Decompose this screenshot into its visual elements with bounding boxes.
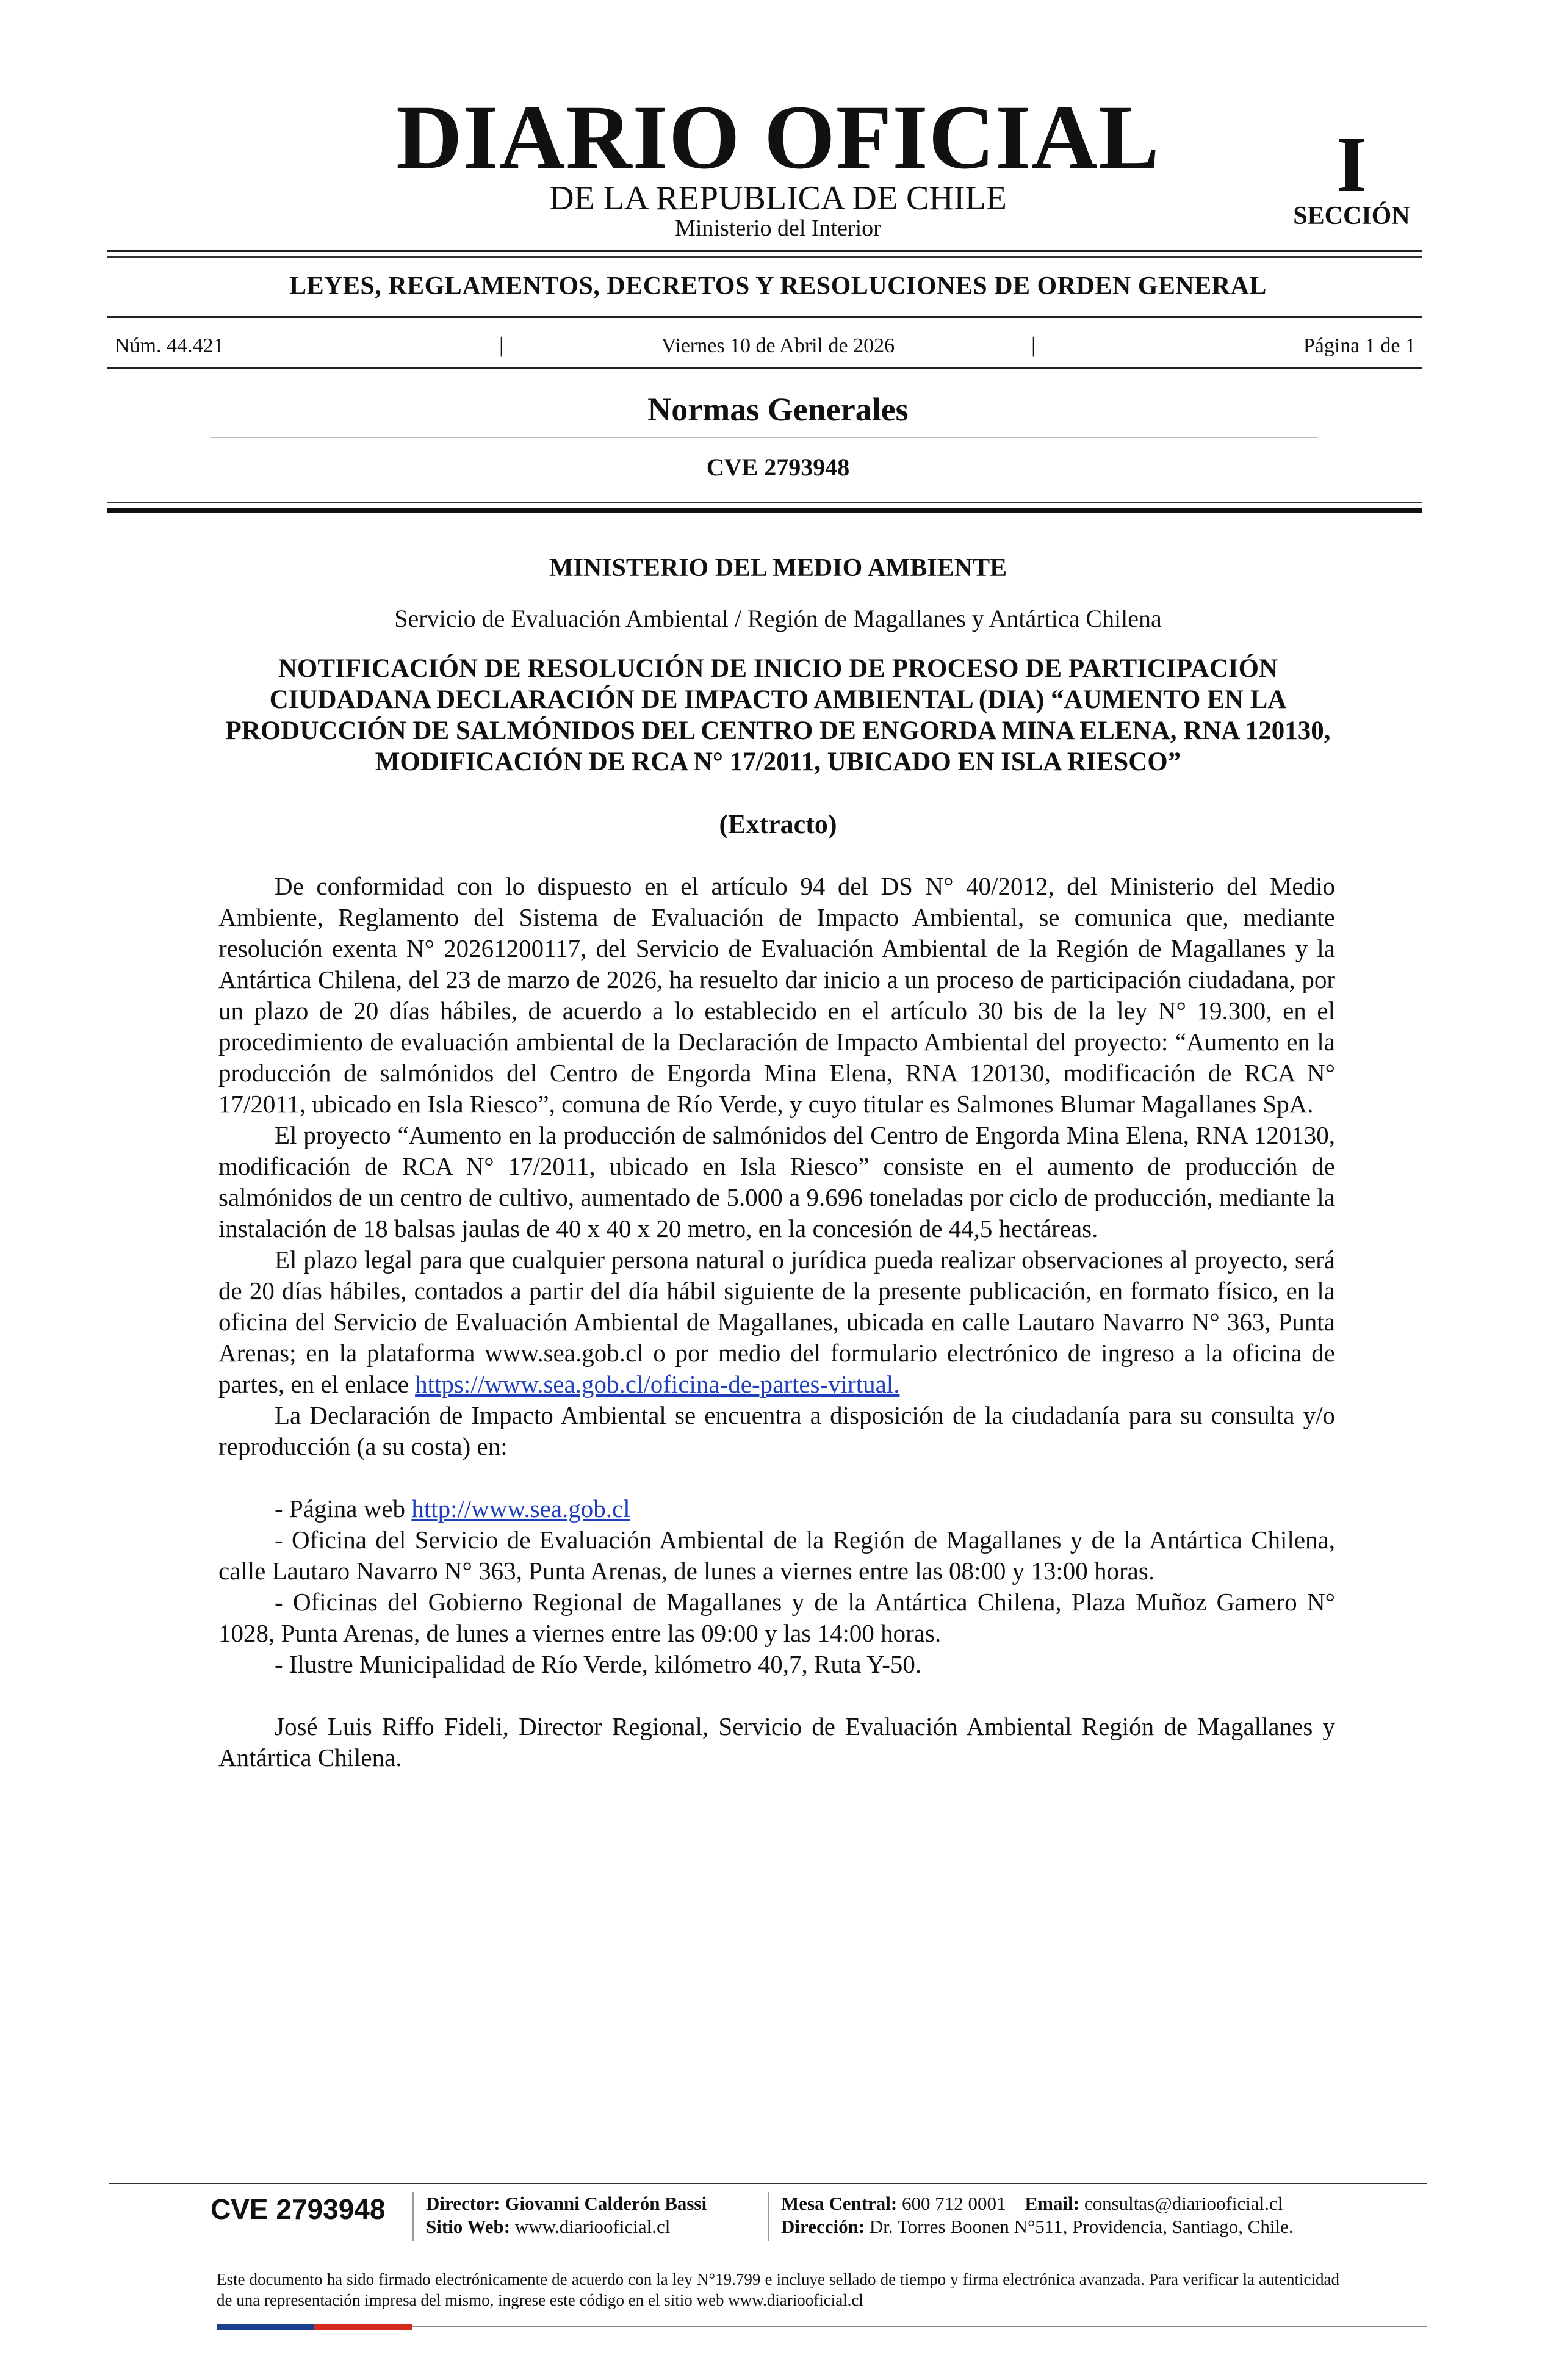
footer-address: Dr. Torres Boonen N°511, Providencia, Santiago, Chile. [869, 2216, 1294, 2237]
footer-director-block [426, 2192, 707, 2238]
cve-rule [107, 502, 1422, 503]
director-label: Director: [426, 2193, 500, 2214]
footer-cve: CVE 2793948 [211, 2193, 386, 2225]
director-name: Giovanni Calderón Bassi [505, 2193, 707, 2214]
paragraph [218, 1244, 1335, 1400]
page-count: Página 1 de 1 [1303, 334, 1416, 357]
list-label: - Página web [275, 1495, 406, 1523]
chile-flag-stripe [217, 2324, 412, 2330]
section-number: I [1336, 121, 1367, 209]
issue-number: Núm. 44.421 [115, 334, 224, 357]
paragraph: La Declaración de Impacto Ambiental se encuentra a disposición de la ciudadanía para su consulta y/o reproducción (a su costa) en: [218, 1401, 1335, 1460]
document-service: Servicio de Evaluación Ambiental / Región de Magallanes y Antártica Chilena [394, 605, 1162, 632]
address-label: Dirección: [781, 2216, 865, 2237]
oficina-partes-link[interactable]: https://www.sea.gob.cl/oficina-de-partes-virtual. [415, 1370, 900, 1398]
banner-laws: LEYES, REGLAMENTOS, DECRETOS Y RESOLUCIONES DE ORDEN GENERAL [289, 272, 1267, 300]
document-ministry: MINISTERIO DEL MEDIO AMBIENTE [549, 554, 1007, 582]
document-headline: NOTIFICACIÓN DE RESOLUCIÓN DE INICIO DE PROCESO DE PARTICIPACIÓN CIUDADANA DECLARACIÓN DE IMPACTO AMBIENTAL (DIA) “AUMENTO EN LA PRODUCCIÓN DE SALMÓNIDOS DEL CENTRO DE ENGORDA MINA ELENA, RNA 120130, MODIFICACIÓN DE RCA N° 17/2011, UBICADO EN ISLA RIESCO” [225, 654, 1331, 776]
newspaper-title: DIARIO OFICIAL [396, 87, 1160, 188]
cve-code: CVE 2793948 [706, 453, 850, 481]
list-item: - Oficina del Servicio de Evaluación Ambiental de la Región de Magallanes y de la Antártica Chilena, calle Lautaro Navarro N° 363, Punta Arenas, de lunes a viernes entre las 08:00 y 13:00 horas. [218, 1526, 1335, 1585]
meta-rule [107, 367, 1422, 369]
list-item: - Oficinas del Gobierno Regional de Magallanes y de la Antártica Chilena, Plaza Muñoz Gamero N° 1028, Punta Arenas, de lunes a viernes entre las 09:00 y las 14:00 horas. [218, 1588, 1335, 1647]
list-item [218, 1493, 1335, 1524]
footer-contact-block [781, 2192, 1294, 2238]
footer-bottom-rule [412, 2326, 1427, 2327]
meta-separator: | [1031, 333, 1036, 357]
sea-website-link[interactable]: http://www.sea.gob.cl [411, 1495, 630, 1523]
footer-website[interactable]: www.diariooficial.cl [514, 2216, 671, 2237]
website-label: Sitio Web: [426, 2216, 511, 2237]
paragraph: De conformidad con lo dispuesto en el artículo 94 del DS N° 40/2012, del Ministerio del Medio Ambiente, Reglamento del Sistema de Evaluación de Impacto Ambiental, se comunica que, mediante resolución exenta N° 20261200117, del Servicio de Evaluación Ambiental de la Región de Magallanes y la Antártica Chilena, del 23 de marzo de 2026, ha resuelto dar inicio a un proceso de participación ciudadana, por un plazo de 20 días hábiles, de acuerdo a lo establecido en el artículo 30 bis de la ley N° 19.300, en el procedimiento de evaluación ambiental de la Declaración de Impacto Ambiental del proyecto: “Aumento en la producción de salmónidos del Centro de Engorda Mina Elena, RNA 120130, modificación de RCA N° 17/2011, ubicado en Isla Riesco”, comuna de Río Verde, y cuyo titular es Salmones Blumar Magallanes SpA. [218, 872, 1335, 1118]
footer-divider [768, 2192, 769, 2241]
footer-phone: 600 712 0001 [902, 2193, 1006, 2214]
footer-email[interactable]: consultas@diariooficial.cl [1084, 2193, 1283, 2214]
paragraph-text: El plazo legal para que cualquier persona natural o jurídica pueda realizar observaciones al proyecto, será de 20 días hábiles, contados a partir del día hábil siguiente de la presente publicación, en formato físico, en la oficina del Servicio de Evaluación Ambiental de Magallanes, ubicada en calle Lautaro Navarro N° 363, Punta Arenas; en la plataforma www.sea.gob.cl o por medio del formulario electrónico de ingreso a la oficina de partes, en el enlace [218, 1246, 1335, 1398]
list-item: - Ilustre Municipalidad de Río Verde, kilómetro 40,7, Ruta Y-50. [275, 1650, 922, 1678]
signature: José Luis Riffo Fideli, Director Regional, Servicio de Evaluación Ambiental Región de Magallanes y Antártica Chilena. [218, 1712, 1335, 1772]
header-rule-secondary [107, 256, 1422, 258]
cve-rule-thick [107, 508, 1422, 513]
paragraph: El proyecto “Aumento en la producción de salmónidos del Centro de Engorda Mina Elena, RNA 120130, modificación de RCA N° 17/2011, ubicado en Isla Riesco” consiste en el aumento de producción de salmónidos de un centro de cultivo, aumentado de 5.000 a 9.696 toneladas por ciclo de producción, mediante la instalación de 18 balsas jaulas de 40 x 40 x 20 metro, en la concesión de 44,5 hectáreas. [218, 1121, 1335, 1242]
title-divider [211, 437, 1318, 438]
issue-date: Viernes 10 de Abril de 2026 [661, 334, 895, 357]
footer-rule [109, 2183, 1427, 2184]
section-label: SECCIÓN [1293, 202, 1410, 230]
extract-label: (Extracto) [719, 809, 837, 839]
ministry-line: Ministerio del Interior [675, 215, 881, 241]
header-rule [107, 250, 1422, 252]
email-label: Email: [1025, 2193, 1080, 2214]
newspaper-subtitle: DE LA REPUBLICA DE CHILE [549, 179, 1007, 217]
footer-legal-note: Este documento ha sido firmado electrónicamente de acuerdo con la ley N°19.799 e incluye sellado de tiempo y firma electrónica avanzada. Para verificar la autenticidad de una representación impresa del mismo, ingrese este código en el sitio web www.diariooficial.cl [217, 2270, 1339, 2309]
meta-separator: | [499, 333, 504, 357]
page-title: Normas Generales [647, 391, 909, 428]
phone-label: Mesa Central: [781, 2193, 898, 2214]
footer-divider [412, 2192, 414, 2241]
document-body [218, 871, 1335, 1773]
banner-rule [107, 316, 1422, 318]
